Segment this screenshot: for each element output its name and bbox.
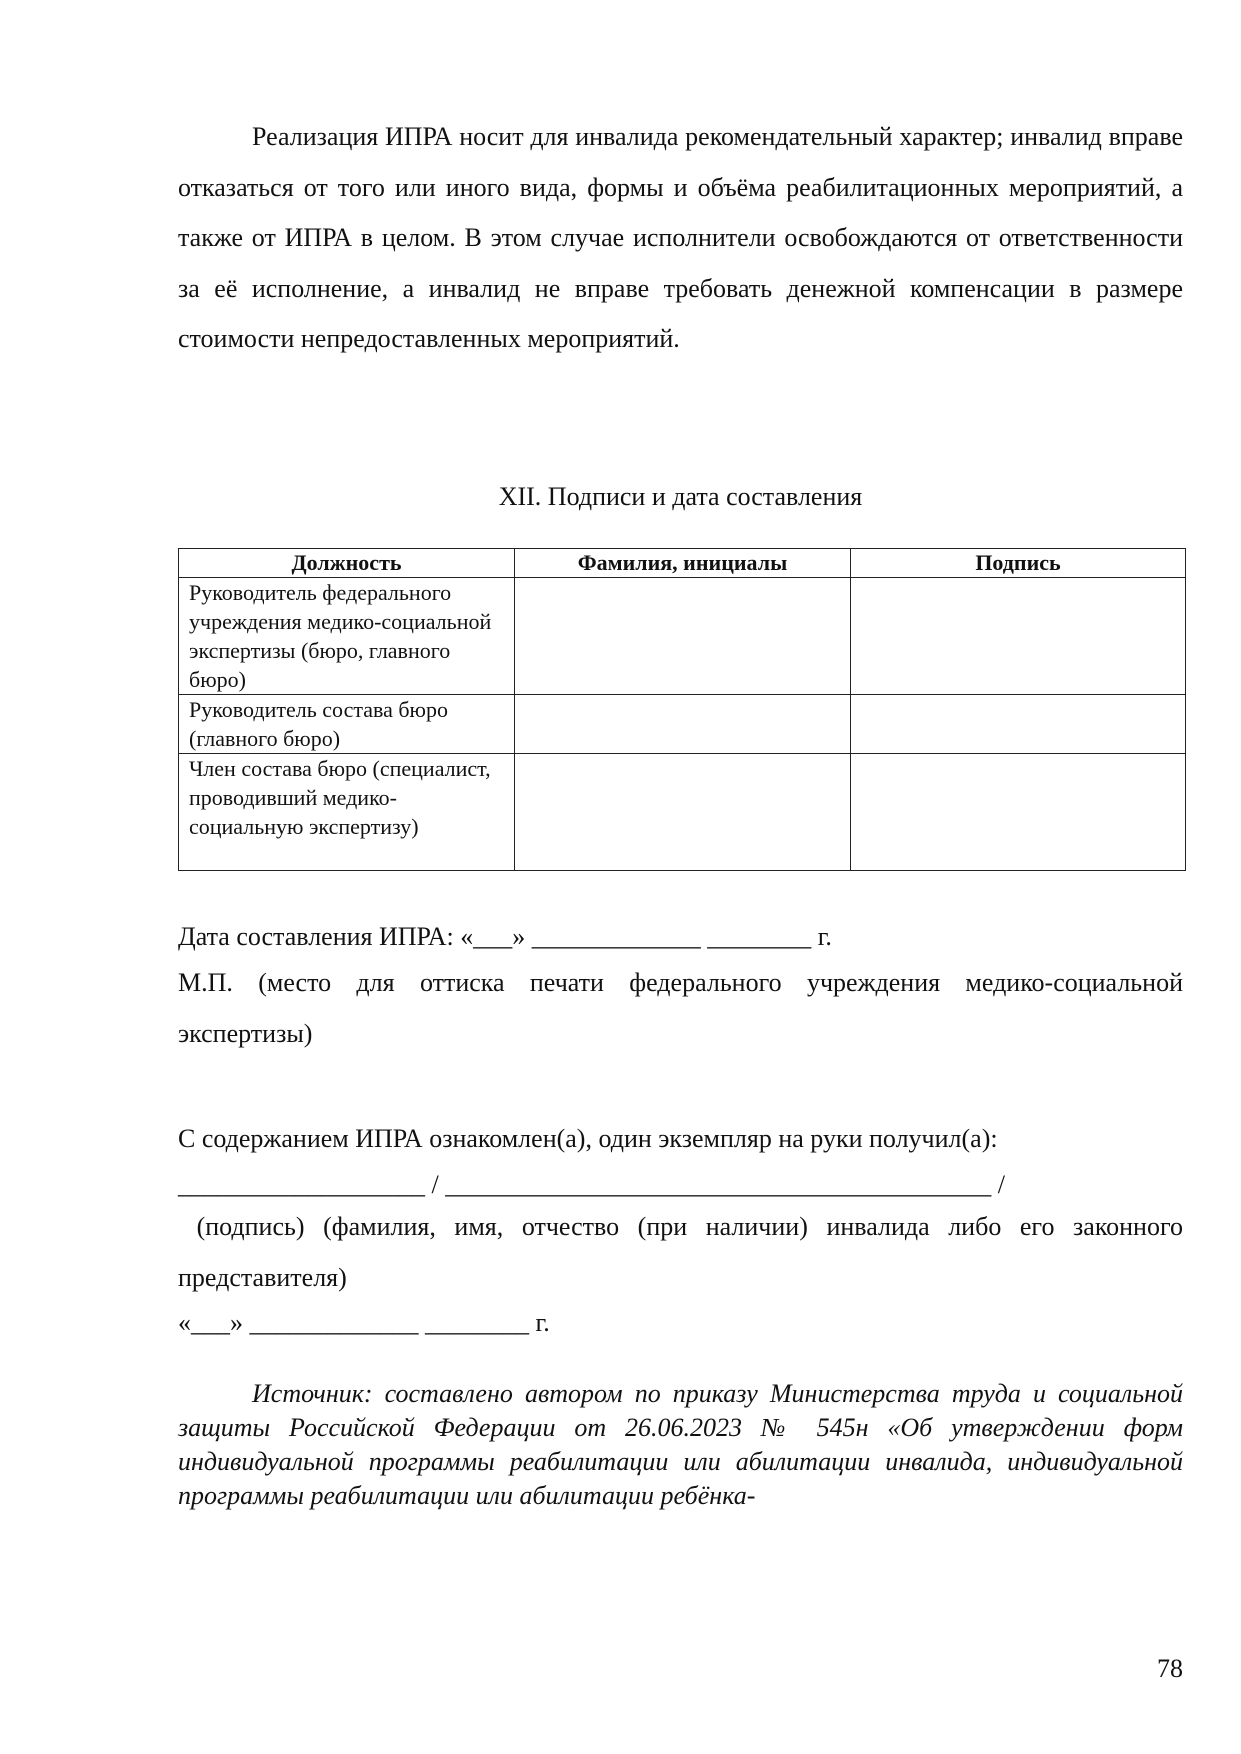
section-title: XII. Подписи и дата составления <box>498 482 863 511</box>
position-cell: Руководитель федерального учреждения медико-социальной экспертизы (бюро, главного бюро) <box>179 578 515 695</box>
intro-paragraph: Реализация ИПРА носит для инвалида рекомендательный характер; инвалид вправе отказаться от того или иного вида, формы и объёма реабилитационных мероприятий, а также от ИПРА в целом. В этом случае исполнители освобождаются от ответственности за её исполнение, а инвалид не вправе требовать денежной компенсации в размере стоимости непредоставленных мероприятий. <box>178 122 1183 353</box>
header-name: Фамилия, инициалы <box>515 549 851 578</box>
table-row <box>179 754 1186 871</box>
table-header-row <box>179 549 1186 578</box>
header-position: Должность <box>179 549 515 578</box>
name-cell <box>515 695 851 754</box>
page-number: 78 <box>1157 1654 1183 1683</box>
name-cell <box>515 578 851 695</box>
position-cell: Член состава бюро (специалист, проводивший медико-социальную экспертизу) <box>179 754 515 871</box>
signature-caption: (подпись) (фамилия, имя, отчество (при наличии) инвалида либо его законного представителя) <box>178 1212 1190 1292</box>
signatures-table <box>178 548 1186 871</box>
table-row <box>179 578 1186 695</box>
date-line: Дата составления ИПРА: «___» _____________ ________ г. <box>178 922 832 951</box>
header-signature: Подпись <box>851 549 1186 578</box>
table-row <box>179 695 1186 754</box>
signature-cell <box>851 695 1186 754</box>
name-cell <box>515 754 851 871</box>
stamp-line: М.П. (место для оттиска печати федерального учреждения медико-социальной экспертизы) <box>178 968 1183 1048</box>
source-note: Источник: составлено автором по приказу Министерства труда и социальной защиты Российской Федерации от 26.06.2023 № 545н «Об утверждении форм индивидуальной программы реабилитации или абилитации инвалида, индивидуальной программы реабилитации или абилитации ребёнка- <box>178 1379 1183 1510</box>
position-cell: Руководитель состава бюро (главного бюро) <box>179 695 515 754</box>
acknowledged-line: С содержанием ИПРА ознакомлен(а), один экземпляр на руки получил(а): <box>178 1124 998 1153</box>
document-page <box>178 112 1190 1510</box>
signature-blank-line: ___________________ / __________________________________________ / <box>178 1170 1005 1199</box>
signature-cell <box>851 578 1186 695</box>
signature-cell <box>851 754 1186 871</box>
signature-date-line: «___» _____________ ________ г. <box>178 1308 550 1337</box>
